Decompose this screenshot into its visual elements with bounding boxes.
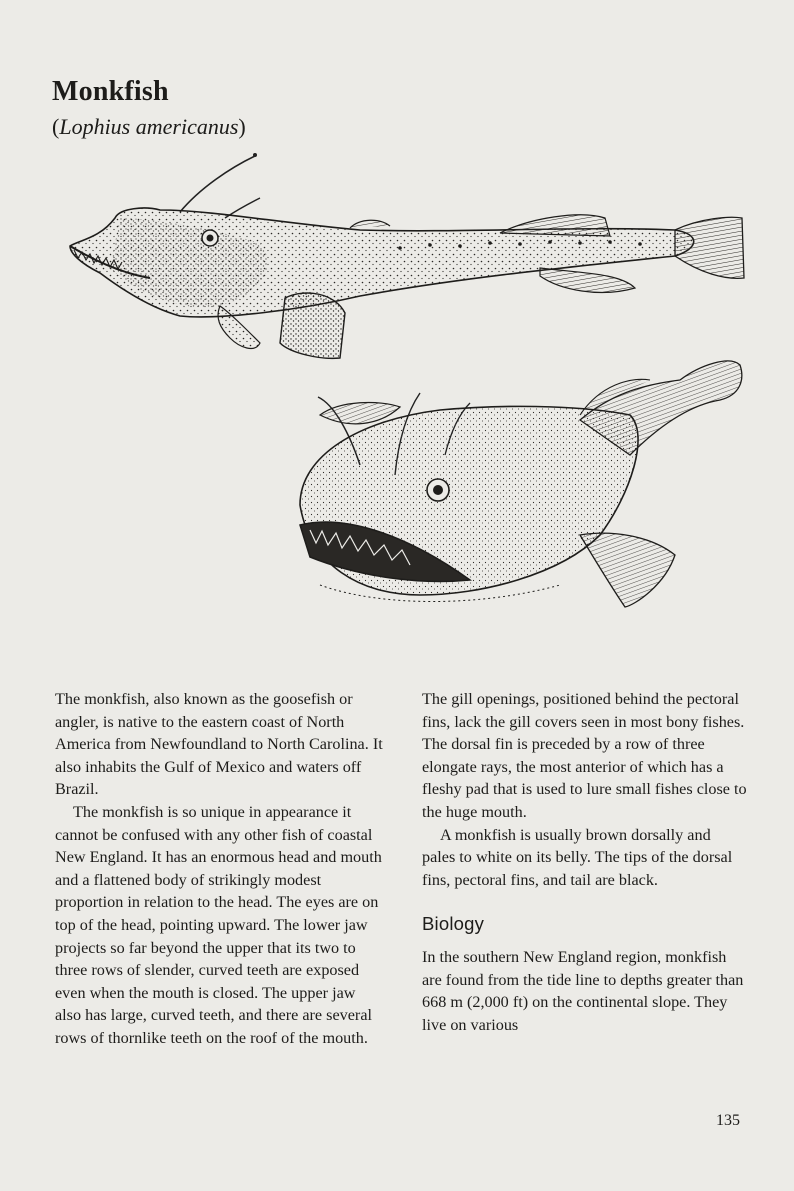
paragraph: The gill openings, positioned behind the pectoral fins, lack the gill covers seen in most bony fishes. The dorsal fin is preceded by a row of three elongate rays, the most anterior of which has a fleshy pad that is used to lure small fishes close to the huge mouth. (422, 690, 747, 821)
paragraph: The monkfish is so unique in appearance it cannot be confused with any other fish of coastal New England. It has an enormous head and mouth and a flattened body of strikingly modest proportion in relation to the head. The eyes are on top of the head, pointing upward. The lower jaw projects so far beyond the upper that its two to three rows of slender, curved teeth are exposed even when the mouth is closed. The upper jaw also has large, curved teeth, and there are several rows of thornlike teeth on the roof of the mouth. (55, 802, 382, 1047)
scientific-name: (Lophius americanus) (52, 114, 246, 139)
paragraph: A monkfish is usually brown dorsally and pales to white on its belly. The tips of the dorsal fins, pectoral fins, and tail are black. (422, 825, 733, 889)
right-text-column (422, 688, 747, 1036)
monkfish-side-view-illustration (60, 148, 750, 368)
monkfish-front-view-illustration (280, 345, 750, 615)
paragraph: The monkfish, also known as the goosefish or angler, is native to the eastern coast of North America from Newfoundland to North Carolina. It also inhabits the Gulf of Mexico and waters off Brazil. (55, 690, 383, 799)
section-heading-biology: Biology (422, 913, 485, 935)
left-text-column (55, 688, 385, 1050)
page-number: 135 (716, 1112, 740, 1129)
page-title: Monkfish (52, 76, 169, 107)
paragraph: In the southern New England region, monkfish are found from the tide line to depths greater than 668 m (2,000 ft) on the continental slope. They live on various (422, 947, 744, 1034)
